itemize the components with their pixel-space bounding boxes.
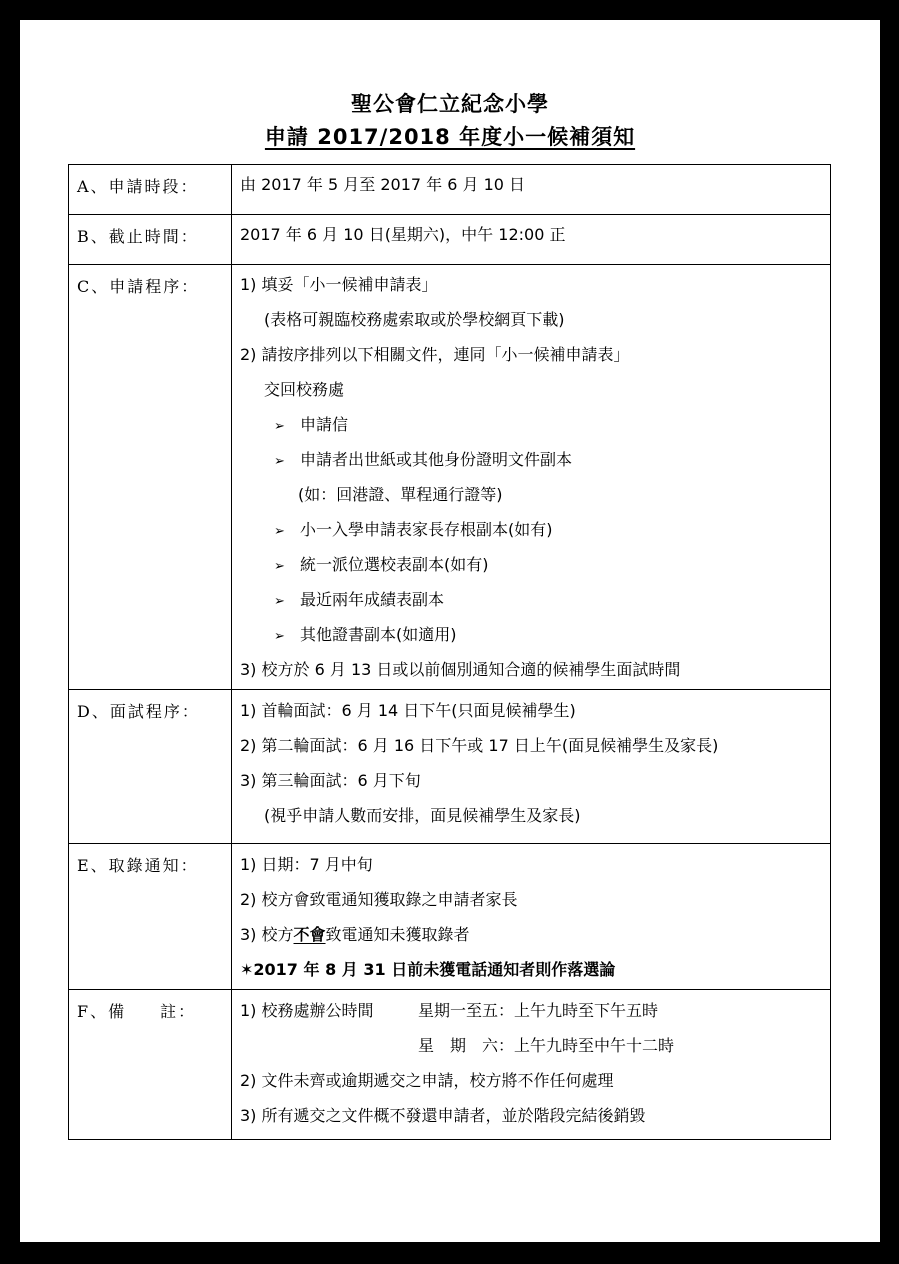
list-item: 3) 校方不會致電通知未獲取錄者 [240, 925, 470, 944]
row-content [232, 265, 831, 690]
list-item: 1) 日期：7 月中旬 [240, 855, 373, 874]
info-table [68, 164, 831, 1140]
row-label: B、截止時間： [69, 215, 232, 265]
list-item: 2) 校方會致電通知獲取錄之申請者家長 [240, 890, 518, 909]
list-item: 3) 所有遞交之文件概不發還申請者，並於階段完結後銷毀 [240, 1106, 646, 1125]
row-label: C、申請程序： [69, 265, 232, 690]
arrowhead-icon: ➢ [274, 594, 285, 609]
notice-text: ✶2017 年 8 月 31 日前未獲電話通知者則作落選論 [240, 960, 616, 979]
table-row [69, 165, 831, 215]
list-item: ➢ 其他證書副本(如適用) [240, 617, 830, 652]
row-label: F、備 註： [69, 990, 232, 1140]
list-item: ➢ 統一派位選校表副本(如有) [240, 547, 830, 582]
document-title-text: 申請 2017/2018 年度小一候補須知 [264, 125, 636, 149]
application-period: 由 2017 年 5 月至 2017 年 6 月 10 日 [240, 175, 526, 194]
row-label: A、申請時段： [69, 165, 232, 215]
list-item: 3) 校方於 6 月 13 日或以前個別通知合適的候補學生面試時間 [240, 660, 681, 679]
deadline: 2017 年 6 月 10 日(星期六)，中午 12:00 正 [240, 225, 566, 244]
arrowhead-icon: ➢ [274, 559, 285, 574]
list-item: (如：回港證、單程通行證等) [298, 485, 503, 504]
list-item: (表格可親臨校務處索取或於學校網頁下載) [264, 310, 565, 329]
table-row [69, 265, 831, 690]
list-item: (視乎申請人數而安排，面見候補學生及家長) [264, 806, 581, 825]
row-content [232, 990, 831, 1140]
arrowhead-icon: ➢ [274, 419, 285, 434]
list-item: 星 期 六：上午九時至中午十二時 [418, 1036, 675, 1055]
list-item: 1) 首輪面試：6 月 14 日下午(只面見候補學生) [240, 701, 576, 720]
list-item: ➢ 最近兩年成績表副本 [240, 582, 830, 617]
table-row [69, 690, 831, 844]
list-item: 1) 填妥「小一候補申請表」 [240, 275, 438, 294]
list-item: 2) 請按序排列以下相關文件，連同「小一候補申請表」 [240, 345, 630, 364]
document-page [20, 20, 880, 1242]
table-row [69, 215, 831, 265]
row-label: E、取錄通知： [69, 844, 232, 990]
list-item: 2) 第二輪面試：6 月 16 日下午或 17 日上午(面見候補學生及家長) [240, 736, 719, 755]
row-label: D、面試程序： [69, 690, 232, 844]
row-content [232, 165, 831, 215]
list-item: 2) 文件未齊或逾期遞交之申請，校方將不作任何處理 [240, 1071, 614, 1090]
list-item: ➢ 申請者出世紙或其他身份證明文件副本 [240, 442, 830, 477]
list-item: 交回校務處 [264, 380, 345, 399]
row-content [232, 215, 831, 265]
arrowhead-icon: ➢ [274, 629, 285, 644]
school-name: 聖公會仁立紀念小學 [351, 92, 549, 116]
arrowhead-icon: ➢ [274, 454, 285, 469]
row-content [232, 690, 831, 844]
list-item: 1) 校務處辦公時間 星期一至五：上午九時至下午五時 [240, 1001, 659, 1020]
emphasis-text: 不會 [293, 925, 326, 944]
table-row [69, 844, 831, 990]
list-item: ➢ 申請信 [240, 407, 830, 442]
table-row [69, 990, 831, 1140]
list-item: 3) 第三輪面試：6 月下旬 [240, 771, 421, 790]
row-content [232, 844, 831, 990]
list-item: ➢ 小一入學申請表家長存根副本(如有) [240, 512, 830, 547]
arrowhead-icon: ➢ [274, 524, 285, 539]
document-title [20, 121, 880, 151]
